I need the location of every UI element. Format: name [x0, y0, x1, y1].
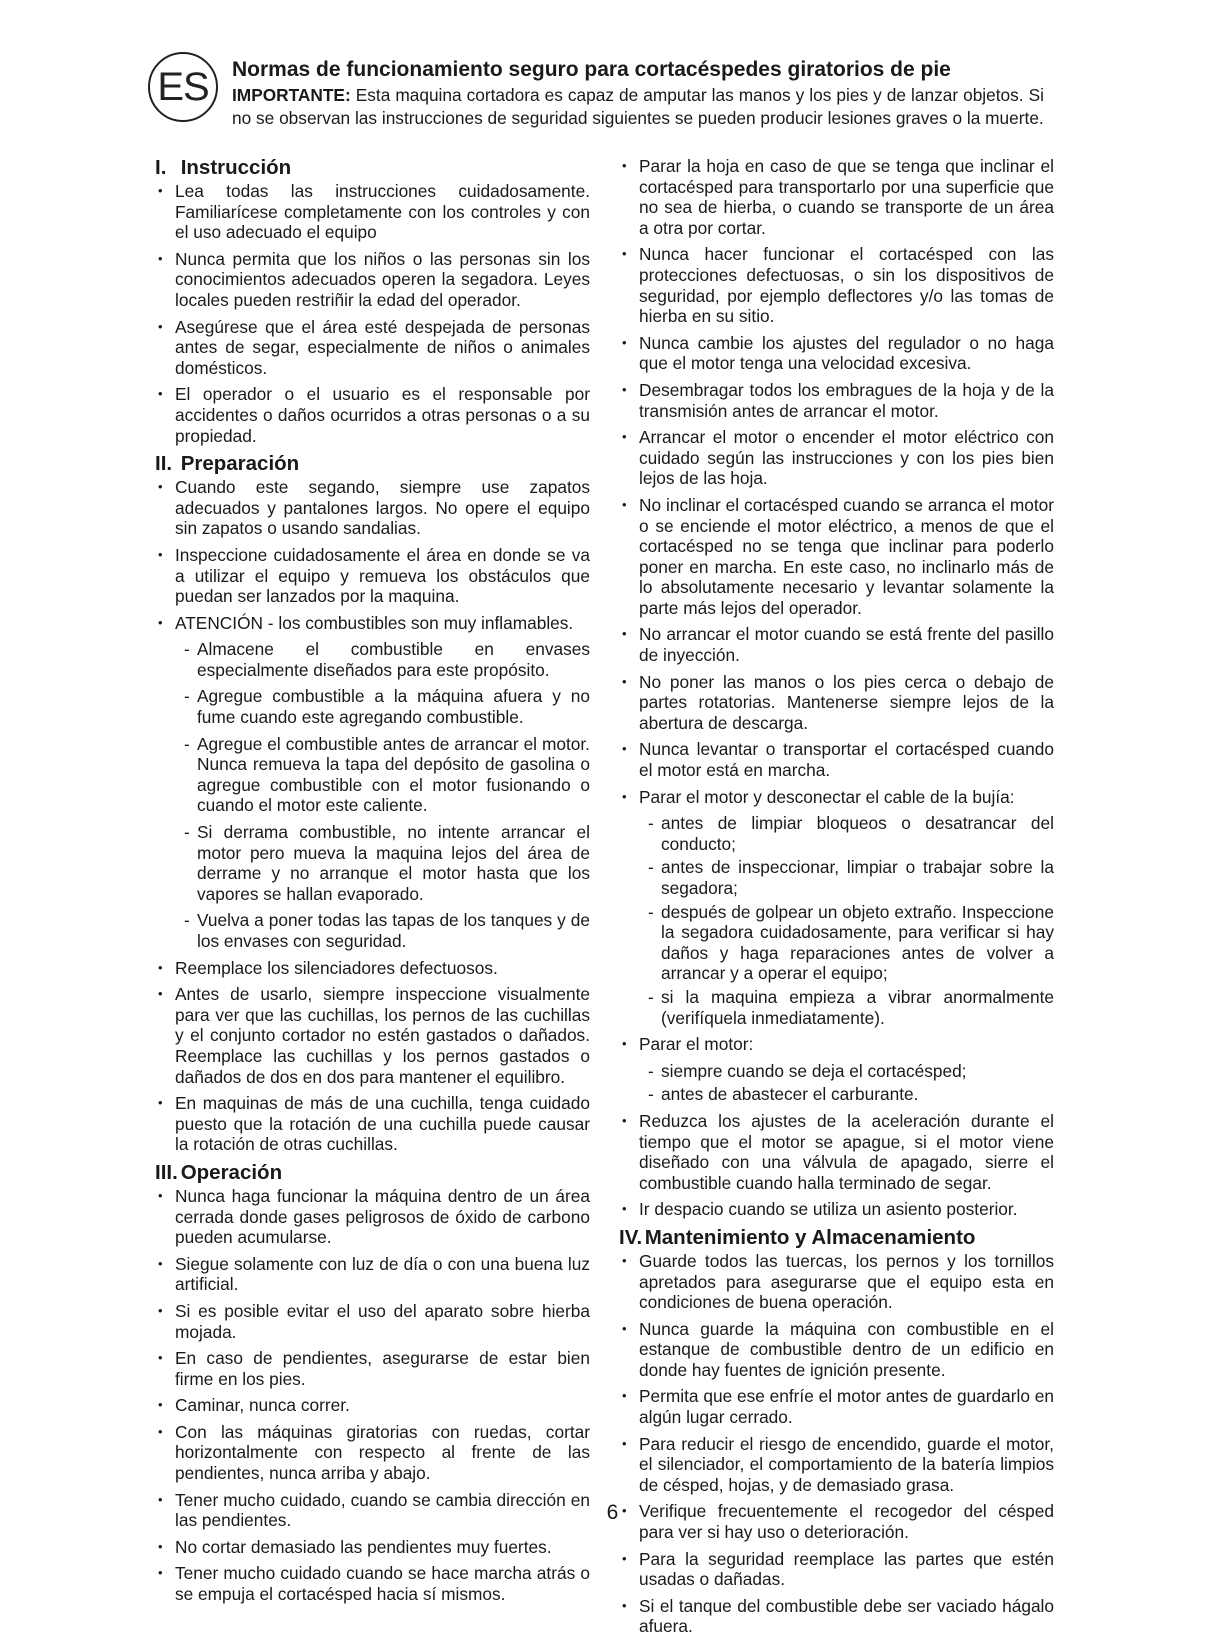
list-item: • Verifique frecuentemente el recogedor del césped para ver si hay uso o deterioración. [616, 1501, 1054, 1542]
section-title: Instrucción [180, 156, 292, 179]
list-item: • Reduzca los ajustes de la aceleración durante el tiempo que el motor se apague, si el motor viene diseñado con una válvula de apagado, sierre el combustible cuando halla terminado de segar. [616, 1111, 1054, 1193]
sub-list-item: - Agregue el combustible antes de arrancar el motor. Nunca remueva la tapa del depósito de gasolina o agregue combustible con el motor fusionando o cuando el motor este caliente. [152, 734, 590, 816]
section-title: Operación [180, 1160, 283, 1184]
section-number: III. [155, 1160, 178, 1184]
list-item: • Con las máquinas giratorias con ruedas, cortar horizontalmente con respecto al frente de las pendientes, nunca arriba y abajo. [152, 1422, 590, 1484]
list-item: • Cuando este segando, siempre use zapatos adecuados y pantalones largos. No opere el equipo sin zapatos o usando sandalias. [152, 477, 590, 539]
list-item: • Si es posible evitar el uso del aparato sobre hierba mojada. [152, 1301, 590, 1342]
list-item: • Para la seguridad reemplace las partes que estén usadas o dañadas. [616, 1549, 1054, 1590]
page-title: Normas de funcionamiento seguro para cortacéspedes giratorios de pie [232, 58, 951, 81]
sub-list-item: - siempre cuando se deja el cortacésped; [616, 1061, 1054, 1082]
list-item: • Antes de usarlo, siempre inspeccione visualmente para ver que las cuchillas, los pernos de las cuchillas y el conjunto cortador no estén gastados o dañados. Reemplace las cuchillas y los pernos gastados o dañados de dos en dos para mantener el equilibro. [152, 984, 590, 1087]
list-item: • Parar la hoja en caso de que se tenga que inclinar el cortacésped para transportarlo por una superficie que no sea de hierba, o cuando se transporte de un área a otra por cortar. [616, 156, 1054, 238]
list-item: • Nunca guarde la máquina con combustible en el estanque de combustible dentro de un edificio en donde hay fuentes de ignición presente. [616, 1319, 1054, 1381]
list-item: • Tener mucho cuidado, cuando se cambia dirección en las pendientes. [152, 1490, 590, 1531]
list-item: • Desembragar todos los embragues de la hoja y de la transmisión antes de arrancar el motor. [616, 380, 1054, 421]
list-item: • Si el tanque del combustible debe ser vaciado hágalo afuera. [616, 1596, 1054, 1637]
list-item: • Parar el motor: [616, 1034, 1054, 1055]
left-column [152, 156, 590, 1611]
list-item: • En caso de pendientes, asegurarse de estar bien firme en los pies. [152, 1348, 590, 1389]
list-item: • Nunca permita que los niños o las personas sin los conocimientos adecuados operen la segadora. Leyes locales pueden restriñir la edad del operador. [152, 249, 590, 311]
important-label: IMPORTANTE: [232, 85, 351, 105]
section-heading-preparacion [152, 452, 590, 476]
sub-list-item: - Vuelva a poner todas las tapas de los tanques y de los envases con seguridad. [152, 910, 590, 951]
section-number: I. [155, 156, 167, 179]
list-item: • Inspeccione cuidadosamente el área en donde se va a utilizar el equipo y remueva los obstáculos que puedan ser lanzados por la maquina. [152, 545, 590, 607]
list-item: • Reemplace los silenciadores defectuosos. [152, 958, 590, 979]
list-item: • No arrancar el motor cuando se está frente del pasillo de inyección. [616, 624, 1054, 665]
important-text: Esta maquina cortadora es capaz de amputar las manos y los pies y de lanzar objetos. Si no se observan las instrucciones de seguridad siguientes se pueden producir lesiones graves o la muerte. [232, 85, 1044, 128]
section-heading-operacion [152, 1161, 590, 1185]
list-item: • Nunca hacer funcionar el cortacésped con las protecciones defectuosas, o sin los dispositivos de seguridad, por ejemplo deflectores y/o las tomas de hierba en su sitio. [616, 244, 1054, 326]
list-item: • Lea todas las instrucciones cuidadosamente. Familiarícese completamente con los controles y con el uso adecuado el equipo [152, 181, 590, 243]
list-item: • Nunca haga funcionar la máquina dentro de un área cerrada donde gases peligrosos de óxido de carbono pueden acumularse. [152, 1186, 590, 1248]
list-item: • Arrancar el motor o encender el motor eléctrico con cuidado según las instrucciones y con los pies bien lejos de las hoja. [616, 427, 1054, 489]
list-item: • No inclinar el cortacésped cuando se arranca el motor o se enciende el motor eléctrico, a menos de que el cortacésped no se tenga que inclinar para poderlo poner en marcha. En este caso, no inclinarlo más de lo absolutamente necesario y levantar solamente la parte más lejos del operador. [616, 495, 1054, 619]
list-item: • El operador o el usuario es el responsable por accidentes o daños ocurridos a otras personas o a su propiedad. [152, 384, 590, 446]
list-item: • Para reducir el riesgo de encendido, guarde el motor, el silenciador, el comportamiento de la batería limpios de césped, hojas, y de demasiado grasa. [616, 1434, 1054, 1496]
important-notice [232, 84, 1044, 130]
list-item: • No poner las manos o los pies cerca o debajo de partes rotatorias. Mantenerse siempre lejos de la abertura de descarga. [616, 672, 1054, 734]
page-number: 6 [606, 1501, 619, 1524]
section-title: Preparación [180, 452, 300, 476]
list-item: • Siegue solamente con luz de día o con una buena luz artificial. [152, 1254, 590, 1295]
list-item: • No cortar demasiado las pendientes muy fuertes. [152, 1537, 590, 1558]
list-item: • Asegúrese que el área esté despejada de personas antes de segar, especialmente de niños o animales domésticos. [152, 317, 590, 379]
list-item: • En maquinas de más de una cuchilla, tenga cuidado puesto que la rotación de una cuchilla puede causar la rotación de otras cuchillas. [152, 1093, 590, 1155]
sub-list-item: - Almacene el combustible en envases especialmente diseñados para este propósito. [152, 639, 590, 680]
sub-list-item: - Si derrama combustible, no intente arrancar el motor pero mueva la maquina lejos del área de derrame y no arranque el motor hasta que los vapores se hallan evaporado. [152, 822, 590, 904]
sub-list-item: - antes de limpiar bloqueos o desatrancar del conducto; [616, 813, 1054, 854]
sub-list-item: - si la maquina empieza a vibrar anormalmente (verifíquela inmediatamente). [616, 987, 1054, 1028]
section-title: Mantenimiento y Almacenamiento [644, 1225, 976, 1249]
section-heading-instruccion [152, 156, 590, 180]
section-heading-mantenimiento [616, 1226, 1054, 1250]
list-item: • Permita que ese enfríe el motor antes de guardarlo en algún lugar cerrado. [616, 1386, 1054, 1427]
list-item: • ATENCIÓN - los combustibles son muy inflamables. [152, 613, 590, 634]
section-number: IV. [619, 1225, 643, 1249]
section-number: II. [155, 452, 173, 476]
list-item: • Guarde todos las tuercas, los pernos y los tornillos apretados para asegurarse que el equipo esta en condiciones de buena operación. [616, 1251, 1054, 1313]
sub-list-item: - antes de abastecer el carburante. [616, 1084, 1054, 1105]
right-column [616, 156, 1054, 1643]
list-item: • Caminar, nunca correr. [152, 1395, 590, 1416]
sub-list-item: - después de golpear un objeto extraño. Inspeccione la segadora cuidadosamente, para verificar si hay daños y haga reparaciones antes de volver a arrancar y a operar el equipo; [616, 902, 1054, 984]
sub-list-item: - Agregue combustible a la máquina afuera y no fume cuando este agregando combustible. [152, 686, 590, 727]
list-item: • Ir despacio cuando se utiliza un asiento posterior. [616, 1199, 1054, 1220]
list-item: • Tener mucho cuidado cuando se hace marcha atrás o se empuja el cortacésped hacia sí mismos. [152, 1563, 590, 1604]
language-badge: ES [148, 52, 218, 122]
list-item: • Nunca cambie los ajustes del regulador o no haga que el motor tenga una velocidad excesiva. [616, 333, 1054, 374]
list-item: • Parar el motor y desconectar el cable de la bujía: [616, 787, 1054, 808]
list-item: • Nunca levantar o transportar el cortacésped cuando el motor está en marcha. [616, 739, 1054, 780]
sub-list-item: - antes de inspeccionar, limpiar o trabajar sobre la segadora; [616, 857, 1054, 898]
